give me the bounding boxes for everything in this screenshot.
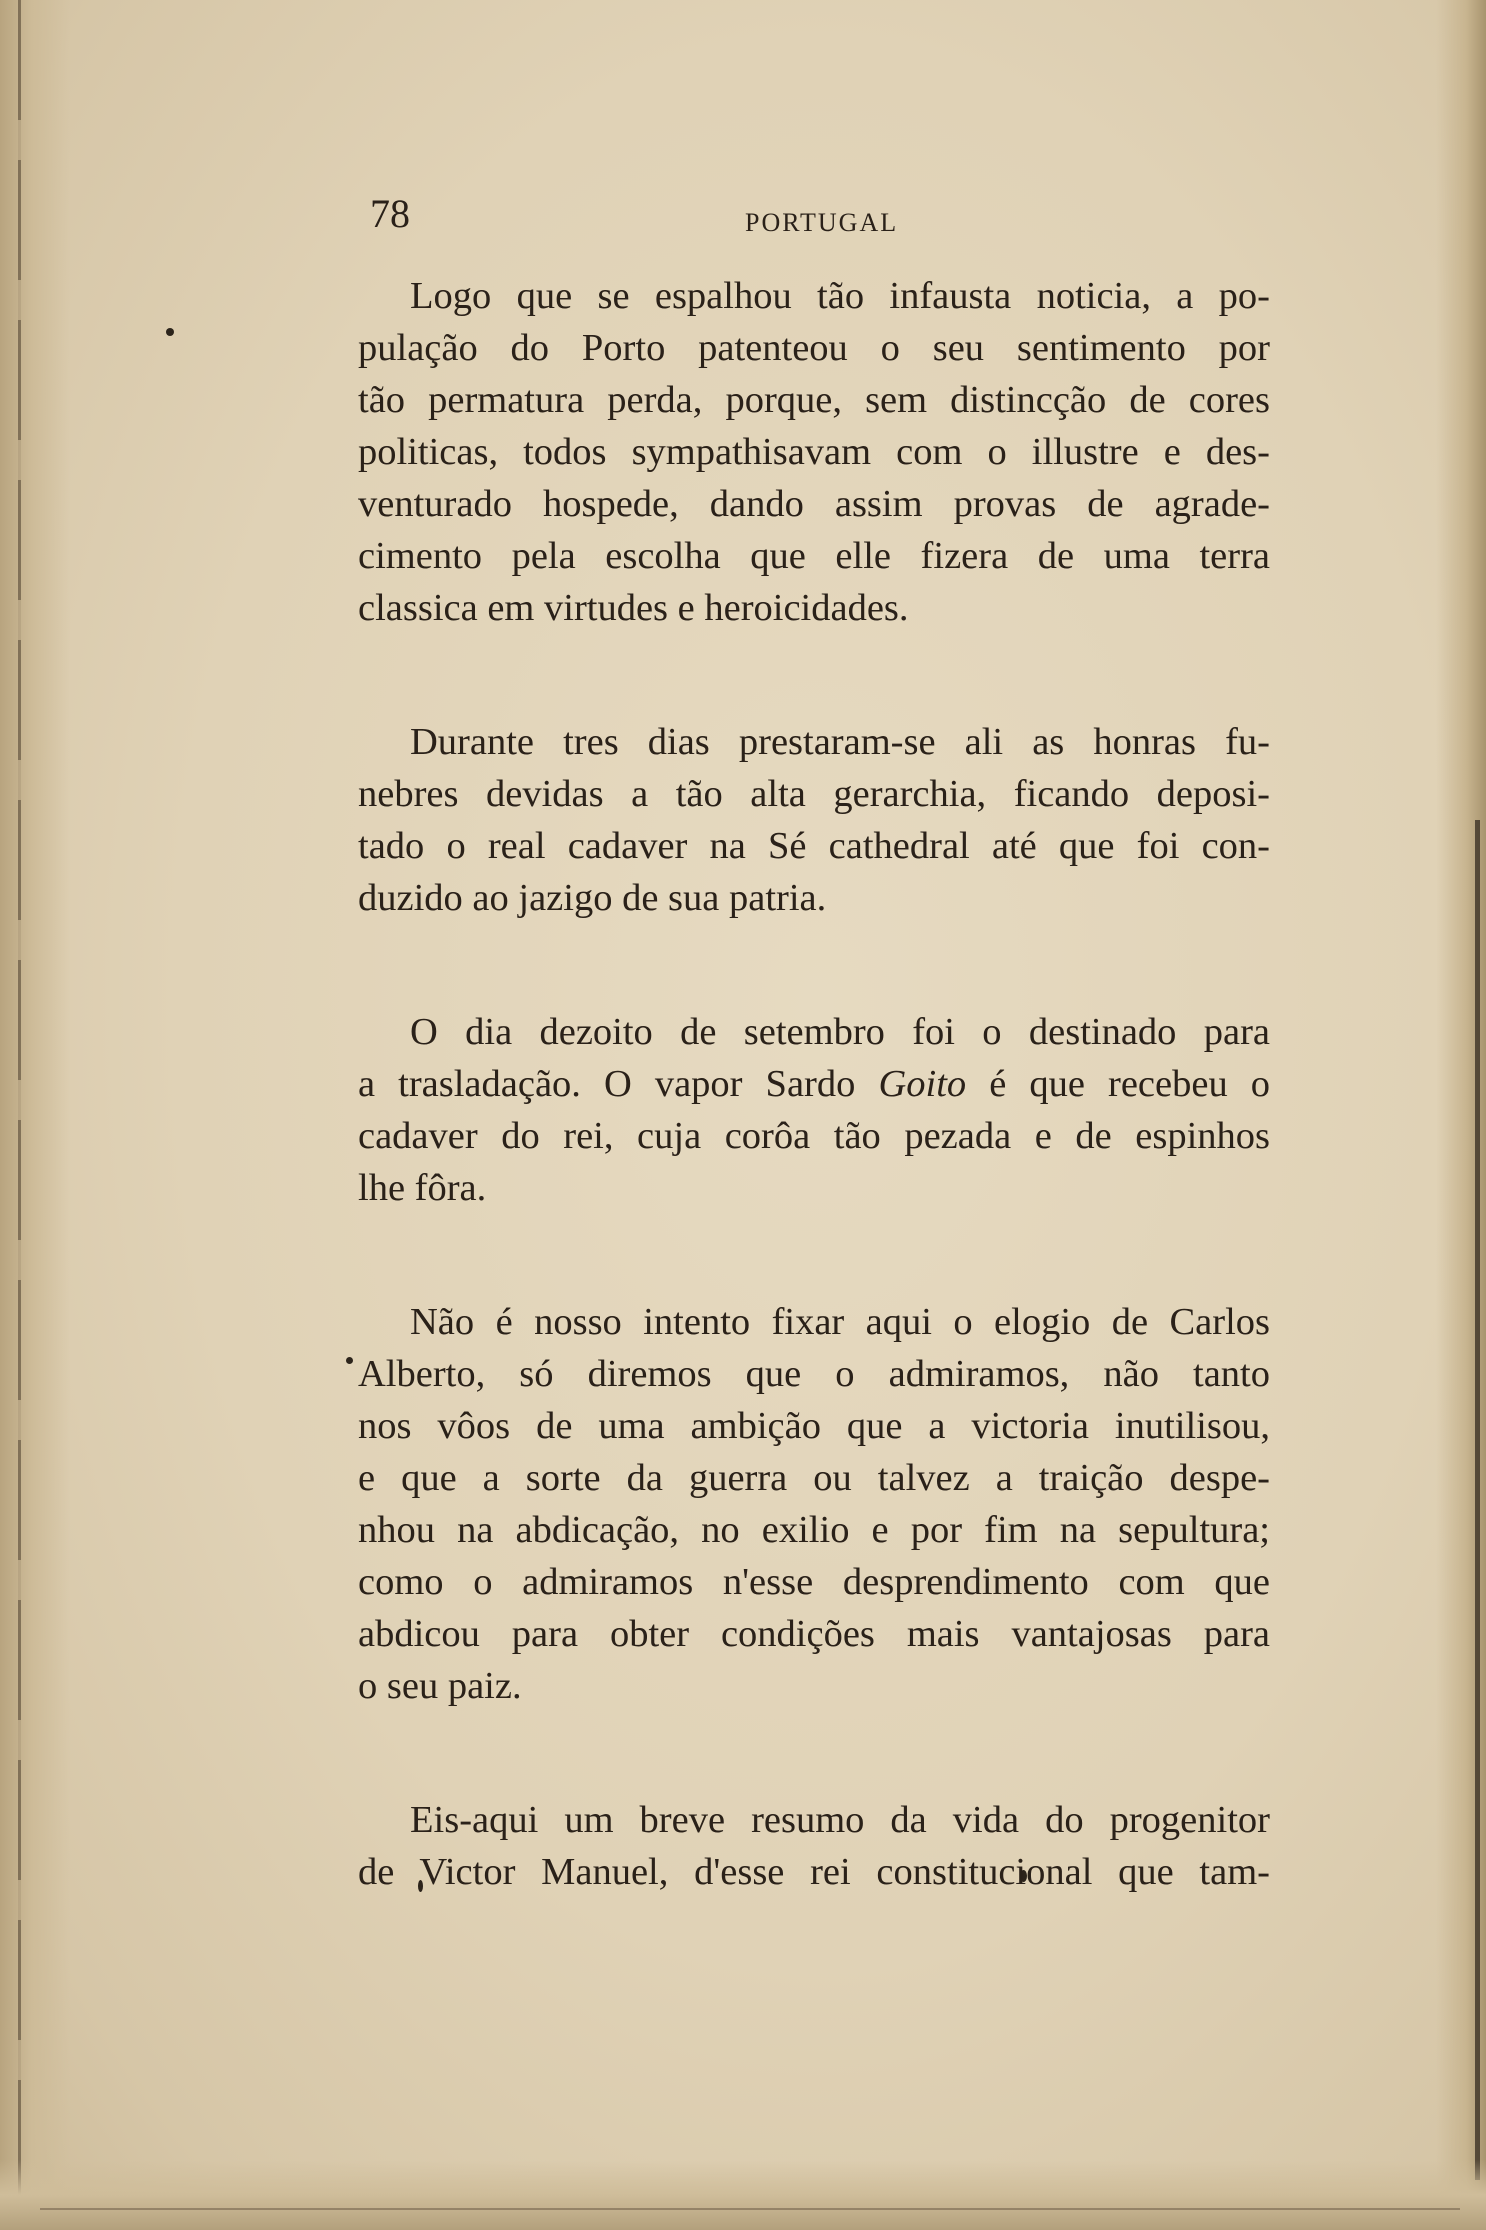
- text-line: nebres devidas a tão alta gerarchia, ficando deposi-: [358, 773, 1270, 815]
- page-header: [370, 190, 1270, 250]
- page-number: 78: [370, 191, 410, 236]
- page-right-edge: [1436, 0, 1486, 2230]
- ink-speck: [166, 328, 174, 336]
- text-line: O dia dezoito de setembro foi o destinado para: [410, 1011, 1270, 1053]
- text-line: cimento pela escolha que elle fizera de uma terra: [358, 535, 1270, 577]
- page-edge-line: [1475, 820, 1480, 2180]
- binding-line: [18, 0, 21, 2230]
- text-line: politicas, todos sympathisavam com o illustre e des-: [358, 431, 1270, 473]
- text-line: Durante tres dias prestaram-se ali as honras fu-: [410, 721, 1270, 763]
- text-line: Logo que se espalhou tão infausta noticia, a po-: [410, 275, 1270, 317]
- text-line: venturado hospede, dando assim provas de agrade-: [358, 483, 1270, 525]
- paragraph-5: [358, 1794, 1270, 1898]
- text-line: como o admiramos n'esse desprendimento com que: [358, 1561, 1270, 1603]
- text-line: de Victor Manuel, d'esse rei constitucional que tam-: [358, 1851, 1270, 1893]
- text-line: nhou na abdicação, no exilio e por fim na sepultura;: [358, 1509, 1270, 1551]
- text-line: Não é nosso intento fixar aqui o elogio de Carlos: [410, 1301, 1270, 1343]
- text-fragment: a trasladação. O vapor Sardo: [358, 1063, 856, 1105]
- text-line: pulação do Porto patenteou o seu sentimento por: [358, 327, 1270, 369]
- text-line: cadaver do rei, cuja corôa tão pezada e de espinhos: [358, 1115, 1270, 1157]
- text-line: duzido ao jazigo de sua patria.: [358, 877, 827, 919]
- ship-name: Goito: [878, 1063, 967, 1105]
- text-line: lhe fôra.: [358, 1167, 487, 1209]
- text-fragment: é que recebeu o: [989, 1063, 1271, 1105]
- text-line: abdicou para obter condições mais vantajosas para: [358, 1613, 1270, 1655]
- paragraph-3: [358, 1006, 1270, 1214]
- body-text: [358, 270, 1270, 1980]
- paragraph-1: [358, 270, 1270, 634]
- text-line: Eis-aqui um breve resumo da vida do progenitor: [410, 1799, 1270, 1841]
- paragraph-4: [358, 1296, 1270, 1712]
- text-line: tão permatura perda, porque, sem distincção de cores: [358, 379, 1270, 421]
- ink-speck: [346, 1357, 353, 1364]
- text-line: Alberto, só diremos que o admiramos, não tanto: [358, 1353, 1270, 1395]
- text-line: tado o real cadaver na Sé cathedral até que foi con-: [358, 825, 1270, 867]
- text-line: classica em virtudes e heroicidades.: [358, 587, 909, 629]
- text-line: o seu paiz.: [358, 1665, 522, 1707]
- page-bottom-edge: [0, 2160, 1486, 2230]
- page-left-edge: [0, 0, 70, 2230]
- paragraph-2: [358, 716, 1270, 924]
- page-edge-line-bottom: [40, 2208, 1460, 2210]
- text-line-with-ship: [358, 1058, 1270, 1110]
- text-line: e que a sorte da guerra ou talvez a traição despe-: [358, 1457, 1270, 1499]
- running-head: PORTUGAL: [745, 208, 899, 237]
- text-line: nos vôos de uma ambição que a victoria inutilisou,: [358, 1405, 1270, 1447]
